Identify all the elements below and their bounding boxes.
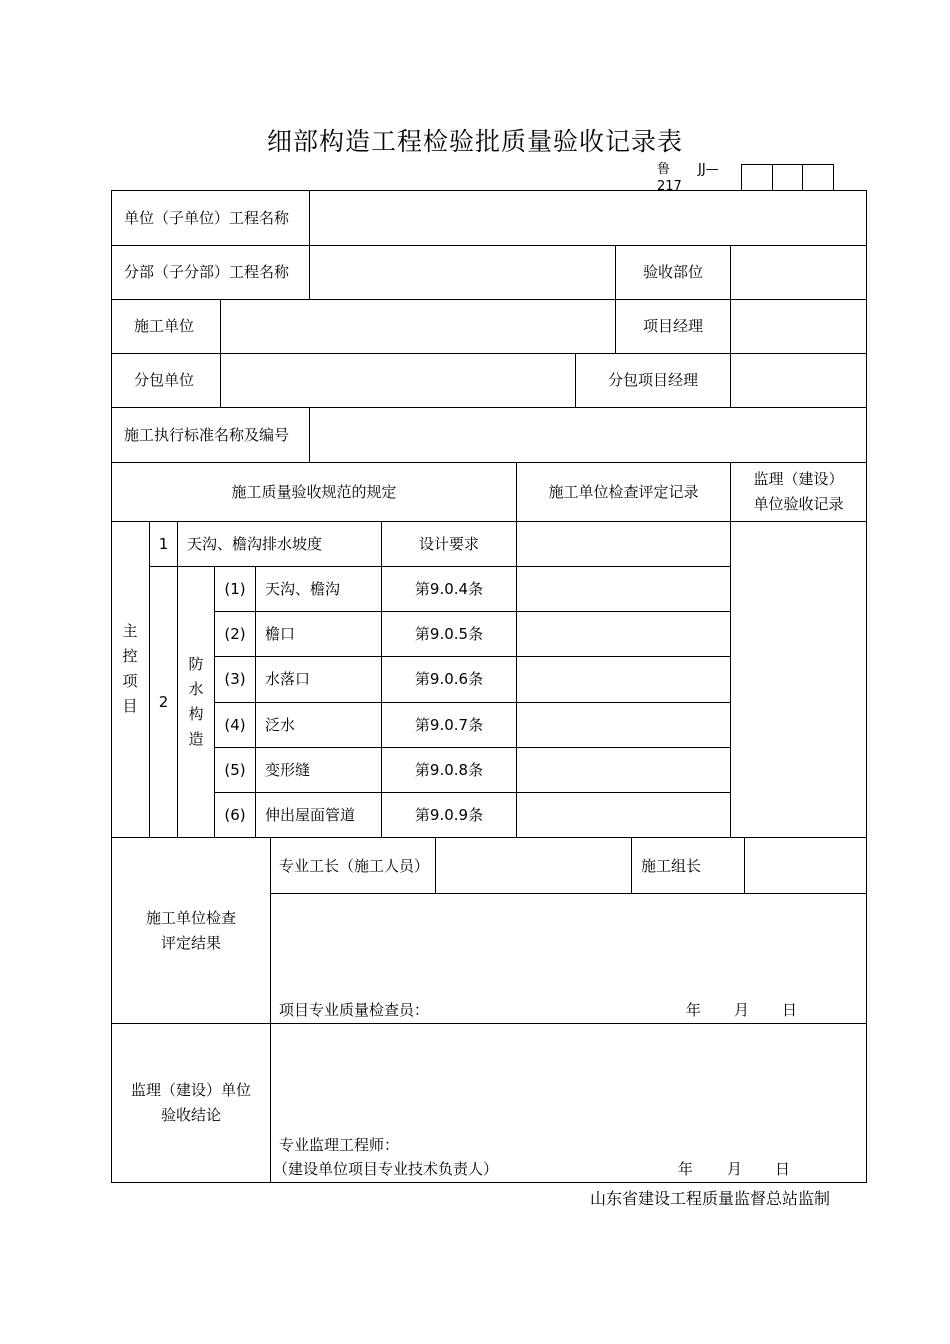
team-leader-field[interactable] (745, 838, 866, 893)
sub-row-name: 伸出屋面管道 (265, 806, 356, 824)
conclusion-date-month: 月 (727, 1160, 743, 1178)
check-date-month: 月 (734, 1001, 750, 1019)
sub-row-clause: 第9.0.9条 (414, 806, 484, 824)
subcontract-unit-label: 分包单位 (134, 371, 195, 389)
supervision-engineer-label: 专业监理工程师： (279, 1136, 400, 1154)
sub-row-name: 檐口 (265, 625, 296, 643)
supervision-conclusion-field[interactable] (271, 1024, 866, 1132)
foreman-label: 专业工长（施工人员） (279, 857, 430, 875)
item-2-number: 2 (158, 693, 169, 711)
standard-field[interactable] (310, 408, 866, 462)
sub-row-check-record[interactable] (517, 793, 730, 837)
sub-row-name: 变形缝 (265, 761, 311, 779)
main-control-label: 主 控 项 目 (122, 622, 138, 715)
sub-row-clause: 第9.0.6条 (414, 670, 484, 688)
owner-tech-lead-label: （建设单位项目专业技术负责人） (273, 1160, 499, 1178)
unit-project-label: 单位（子单位）工程名称 (124, 209, 290, 227)
code-box-2[interactable] (772, 164, 803, 191)
sub-row-check-record[interactable] (517, 657, 730, 702)
sub-row-check-record[interactable] (517, 748, 730, 792)
sub-row-index: (1) (224, 580, 246, 598)
unit-project-field[interactable] (310, 191, 866, 245)
item-1-number: 1 (158, 535, 169, 553)
supervision-column-header-line2: 单位验收记录 (753, 495, 844, 513)
sub-row-name: 天沟、檐沟 (265, 580, 341, 598)
sub-row-check-record[interactable] (517, 612, 730, 656)
sub-row-index: (2) (224, 625, 246, 643)
sub-row-index: (3) (224, 670, 246, 688)
form-code-prefix: 鲁 (657, 162, 671, 177)
acceptance-part-field[interactable] (731, 246, 866, 299)
sub-row-index: (5) (224, 761, 246, 779)
subcontract-manager-label: 分包项目经理 (607, 371, 698, 389)
supervision-conclusion-label-line2: 验收结论 (160, 1106, 221, 1124)
team-leader-label: 施工组长 (641, 857, 702, 875)
sub-row-clause: 第9.0.4条 (414, 580, 484, 598)
form-code-number: 217 (657, 180, 682, 190)
subcontract-manager-field[interactable] (731, 354, 866, 407)
conclusion-date-year: 年 (678, 1160, 694, 1178)
supervision-record-field[interactable] (731, 522, 866, 837)
sub-row-clause: 第9.0.5条 (414, 625, 484, 643)
item-1-check-record[interactable] (517, 522, 730, 566)
sub-row-clause: 第9.0.7条 (414, 716, 484, 734)
supervision-conclusion-label-line1: 监理（建设）单位 (130, 1081, 251, 1099)
check-date-day: 日 (782, 1001, 798, 1019)
sub-row-check-record[interactable] (517, 703, 730, 747)
sub-row-name: 泛水 (265, 716, 296, 734)
code-box-3[interactable] (802, 164, 834, 191)
construction-unit-label: 施工单位 (134, 317, 195, 335)
check-date-year: 年 (686, 1001, 702, 1019)
sub-row-check-record[interactable] (517, 567, 730, 611)
construction-check-label-line2: 评定结果 (160, 934, 221, 952)
division-label: 分部（子分部）工程名称 (124, 263, 290, 281)
spec-column-header: 施工质量验收规范的规定 (231, 483, 397, 501)
waterproof-structure-label: 防 水 构 造 (188, 655, 204, 748)
item-1-name: 天沟、檐沟排水坡度 (187, 535, 323, 553)
page-title: 细部构造工程检验批质量验收记录表 (266, 127, 683, 156)
sub-row-name: 水落口 (265, 670, 311, 688)
division-field[interactable] (310, 246, 615, 299)
foreman-field[interactable] (436, 838, 631, 893)
project-manager-label: 项目经理 (642, 317, 703, 335)
sub-row-clause: 第9.0.8条 (414, 761, 484, 779)
footer-issuer: 山东省建设工程质量监督总站监制 (590, 1189, 831, 1208)
construction-unit-field[interactable] (221, 300, 615, 353)
subcontract-unit-field[interactable] (221, 354, 575, 407)
form-code: JJ— (698, 162, 719, 177)
code-box-1[interactable] (741, 164, 773, 191)
project-manager-field[interactable] (731, 300, 866, 353)
supervision-column-header-line1: 监理（建设） (753, 470, 844, 488)
check-result-field[interactable] (271, 894, 866, 994)
sub-row-index: (4) (224, 716, 246, 734)
construction-check-label-line1: 施工单位检查 (145, 909, 236, 927)
item-1-requirement: 设计要求 (418, 535, 479, 553)
acceptance-part-label: 验收部位 (642, 263, 703, 281)
check-record-column-header: 施工单位检查评定记录 (548, 483, 699, 501)
sub-row-index: (6) (224, 806, 246, 824)
standard-label: 施工执行标准名称及编号 (124, 426, 290, 444)
quality-inspector-label: 项目专业质量检查员： (279, 1001, 430, 1019)
conclusion-date-day: 日 (775, 1160, 791, 1178)
